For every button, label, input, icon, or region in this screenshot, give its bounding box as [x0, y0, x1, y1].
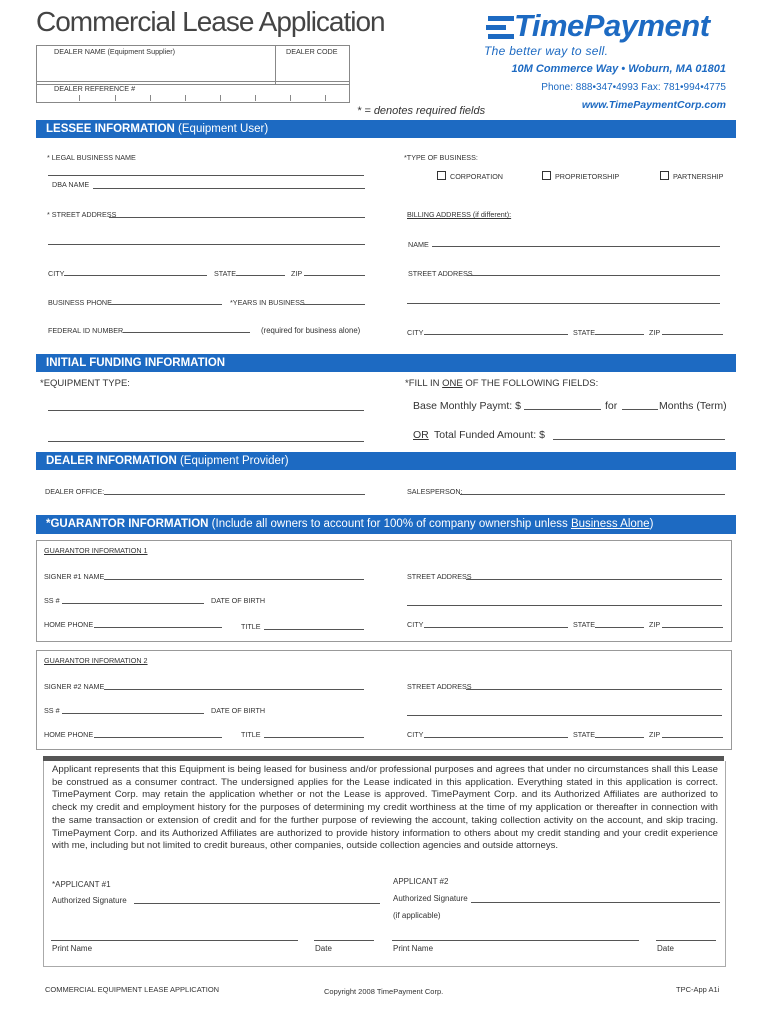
fill-in-prefix: *FILL IN [405, 378, 443, 389]
dob-1-input[interactable] [264, 593, 364, 604]
home-phone-1-label: HOME PHONE [44, 620, 94, 629]
home-phone-2-input[interactable] [94, 727, 222, 738]
business-phone-input[interactable] [109, 294, 222, 305]
total-funded-amount-label: Total Funded Amount: $ [434, 429, 545, 441]
base-monthly-payment-input[interactable] [524, 399, 601, 410]
fill-in-one: ONE [442, 378, 463, 389]
guarantor-heading-note: (Include all owners to account for 100% of company ownership unless [208, 518, 571, 530]
logo-lines-icon [486, 14, 516, 42]
business-phone-label: BUSINESS PHONE [48, 298, 112, 307]
guarantor-1-title: GUARANTOR INFORMATION 1 [44, 546, 148, 555]
print-name-2-label: Print Name [393, 944, 434, 953]
legal-business-name-input[interactable] [48, 165, 364, 176]
guarantor-1-city-input[interactable] [424, 617, 568, 628]
guarantor-heading: *GUARANTOR INFORMATION [46, 518, 209, 530]
reference-ticks [36, 95, 348, 102]
page-title: Commercial Lease Application [36, 6, 385, 37]
lessee-heading: LESSEE INFORMATION [46, 123, 175, 135]
signer-1-name-input[interactable] [104, 569, 364, 580]
billing-street-line2-input[interactable] [407, 293, 720, 304]
authorized-signature-2-input[interactable] [471, 892, 720, 903]
federal-id-note: (required for business alone) [261, 326, 361, 335]
footer-form-code: TPC-App A1i [676, 985, 720, 994]
billing-street-label: STREET ADDRESS [408, 269, 473, 278]
total-funded-amount-input[interactable] [553, 429, 725, 440]
guarantor-1-city-label: CITY [407, 620, 424, 629]
guarantor-2-street-label: STREET ADDRESS [407, 682, 472, 691]
applicant-1-label: *APPLICANT #1 [52, 880, 111, 889]
corporation-checkbox[interactable] [437, 171, 446, 180]
street-address-line2-input[interactable] [48, 234, 365, 245]
company-tagline: The better way to sell. [484, 44, 609, 58]
company-website[interactable]: www.TimePaymentCorp.com [581, 99, 726, 111]
guarantor-1-street-label: STREET ADDRESS [407, 572, 472, 581]
signer-2-name-input[interactable] [104, 679, 364, 690]
company-address: 10M Commerce Way • Woburn, MA 01801 [511, 63, 726, 75]
company-phone-fax: Phone: 888•347•4993 Fax: 781•994•4775 [541, 82, 726, 93]
billing-city-label: CITY [407, 328, 424, 337]
date-2-label: Date [657, 944, 674, 953]
title-2-input[interactable] [264, 727, 364, 738]
dealer-office-label: DEALER OFFICE: [45, 487, 105, 496]
if-applicable-note: (if applicable) [393, 911, 441, 920]
guarantor-2-state-label: STATE [573, 730, 596, 739]
or-label: OR [413, 429, 429, 441]
fill-in-instruction [405, 378, 598, 389]
date-1-input[interactable] [314, 930, 374, 941]
dob-2-label: DATE OF BIRTH [211, 706, 266, 715]
guarantor-1-street-input[interactable] [466, 569, 722, 580]
state-label: STATE [214, 269, 237, 278]
ss-1-label: SS # [44, 596, 60, 605]
business-alone-link: Business Alone [570, 518, 650, 530]
base-monthly-payment-label: Base Monthly Paymt: $ [413, 400, 521, 412]
dob-2-input[interactable] [264, 703, 364, 714]
dba-name-label: DBA NAME [52, 180, 90, 189]
equipment-type-label: *EQUIPMENT TYPE: [40, 378, 130, 389]
guarantor-1-state-input[interactable] [595, 617, 644, 628]
billing-address-label: BILLING ADDRESS (if different): [407, 210, 512, 219]
ss-2-label: SS # [44, 706, 60, 715]
dealer-code-label: DEALER CODE [286, 47, 338, 56]
proprietorship-checkbox[interactable] [542, 171, 551, 180]
years-in-business-label: *YEARS IN BUSINESS [230, 298, 305, 307]
guarantor-2-street-line2-input[interactable] [407, 705, 722, 716]
billing-name-label: NAME [408, 240, 429, 249]
signer-2-name-label: SIGNER #2 NAME [44, 682, 105, 691]
billing-city-input[interactable] [424, 324, 568, 335]
logo-text: TimePayment [514, 8, 710, 43]
street-address-input[interactable] [109, 207, 365, 218]
city-input[interactable] [64, 265, 207, 276]
guarantor-2-city-label: CITY [407, 730, 424, 739]
print-name-1-input[interactable] [51, 930, 298, 941]
guarantor-2-street-input[interactable] [466, 679, 722, 690]
title-2-label: TITLE [241, 730, 261, 739]
partnership-label: PARTNERSHIP [673, 172, 724, 181]
dealer-heading-note: (Equipment Provider) [176, 455, 289, 467]
partnership-checkbox[interactable] [660, 171, 669, 180]
billing-state-input[interactable] [595, 324, 644, 335]
lessee-heading-note: (Equipment User) [174, 123, 269, 135]
guarantor-1-state-label: STATE [573, 620, 596, 629]
title-1-input[interactable] [264, 619, 364, 630]
billing-name-input[interactable] [432, 236, 720, 247]
salesperson-label: SALESPERSON: [407, 487, 463, 496]
authorized-signature-1-label: Authorized Signature [52, 896, 127, 905]
home-phone-2-label: HOME PHONE [44, 730, 94, 739]
guarantor-2-city-input[interactable] [424, 727, 568, 738]
dba-name-input[interactable] [93, 178, 365, 189]
billing-state-label: STATE [573, 328, 596, 337]
guarantor-2-state-input[interactable] [595, 727, 644, 738]
legal-business-name-label: * LEGAL BUSINESS NAME [47, 153, 136, 162]
salesperson-input[interactable] [460, 484, 725, 495]
ss-1-input[interactable] [62, 593, 204, 604]
date-2-input[interactable] [656, 930, 716, 941]
dealer-name-input[interactable] [40, 60, 270, 80]
dealer-heading: DEALER INFORMATION [46, 455, 177, 467]
zip-input[interactable] [304, 265, 365, 276]
federal-id-input[interactable] [123, 322, 250, 333]
equipment-type-line2-input[interactable] [48, 431, 364, 442]
required-fields-note: * = denotes required fields [357, 105, 486, 117]
title-1-label: TITLE [241, 622, 261, 631]
guarantor-1-street-line2-input[interactable] [407, 595, 722, 606]
guarantor-1-zip-label: ZIP [649, 620, 661, 629]
applicant-2-label: APPLICANT #2 [393, 877, 449, 886]
dealer-box-divider [275, 45, 276, 84]
authorized-signature-2-label: Authorized Signature [393, 894, 468, 903]
guarantor-2-zip-label: ZIP [649, 730, 661, 739]
billing-zip-input[interactable] [662, 324, 723, 335]
timepayment-logo [486, 8, 736, 48]
guarantor-2-title: GUARANTOR INFORMATION 2 [44, 656, 148, 665]
dealer-code-input[interactable] [279, 60, 344, 80]
dob-1-label: DATE OF BIRTH [211, 596, 266, 605]
legal-disclaimer: Applicant represents that this Equipment is being leased for business and/or professional purposes and agrees that under no circumstances shall this Lease be construed as a consumer contract. The undersigned applies for the Lease indicated in this application. Everything stated in this application is correct. TimePayment Corp. may retain the application whether or not the Lease is approved. TimePayment Corp. and its Authorized Affiliates are authorized to check my credit and employment history for the purposes of determining my credit worthiness at the time of my application or thereafter in connection with the same transaction or extension of credit and for the further purpose of reviewing the account, taking collection activity on the account, and skip tracing. TimePayment Corp. and its Authorized Affiliates are authorized to provide history information to others about my credit standing and your credit experience with me, including but not limited to credit bureaus, other companies, outside collection agencies and outside attorneys. [52, 764, 718, 852]
months-term-label: Months (Term) [659, 400, 727, 412]
for-label: for [605, 400, 618, 412]
home-phone-1-input[interactable] [94, 617, 222, 628]
state-input[interactable] [236, 265, 285, 276]
ss-2-input[interactable] [62, 703, 204, 714]
equipment-type-input[interactable] [48, 400, 364, 411]
lessee-section-header [36, 120, 736, 138]
authorized-signature-1-input[interactable] [134, 893, 380, 904]
dealer-section-header [36, 452, 736, 470]
dealer-office-input[interactable] [104, 484, 365, 495]
federal-id-label: FEDERAL ID NUMBER [48, 326, 124, 335]
funding-heading: INITIAL FUNDING INFORMATION [46, 357, 226, 369]
street-address-label: * STREET ADDRESS [47, 210, 117, 219]
dealer-reference-label: DEALER REFERENCE # [54, 84, 136, 93]
city-label: CITY [48, 269, 65, 278]
guarantor-section-header [36, 515, 736, 534]
signer-1-name-label: SIGNER #1 NAME [44, 572, 105, 581]
guarantor-heading-end: ) [649, 518, 654, 530]
guarantor-1-zip-input[interactable] [662, 617, 723, 628]
footer-copyright: Copyright 2008 TimePayment Corp. [324, 987, 444, 996]
print-name-2-input[interactable] [392, 930, 639, 941]
billing-street-input[interactable] [467, 265, 720, 276]
type-of-business-label: *TYPE OF BUSINESS: [404, 153, 478, 162]
years-in-business-input[interactable] [300, 294, 365, 305]
billing-zip-label: ZIP [649, 328, 661, 337]
guarantor-2-zip-input[interactable] [662, 727, 723, 738]
fill-in-suffix: OF THE FOLLOWING FIELDS: [462, 378, 599, 389]
term-months-input[interactable] [622, 399, 658, 410]
funding-section-header [36, 354, 736, 372]
print-name-1-label: Print Name [52, 944, 93, 953]
dealer-name-label: DEALER NAME (Equipment Supplier) [54, 47, 176, 56]
zip-label: ZIP [291, 269, 303, 278]
date-1-label: Date [315, 944, 332, 953]
proprietorship-label: PROPRIETORSHIP [555, 172, 620, 181]
footer-form-name: COMMERCIAL EQUIPMENT LEASE APPLICATION [45, 985, 220, 994]
corporation-label: CORPORATION [450, 172, 503, 181]
